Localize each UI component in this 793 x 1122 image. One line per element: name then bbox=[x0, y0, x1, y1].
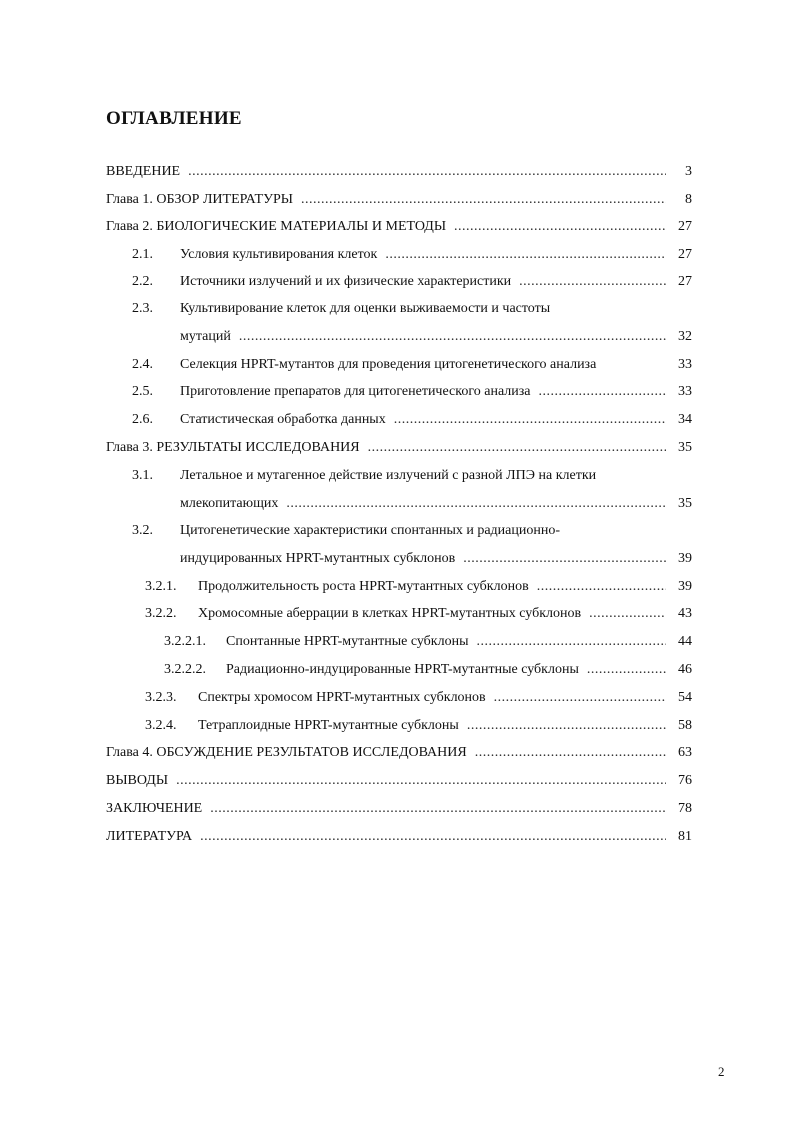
toc-entry-section-3-2-1 bbox=[145, 578, 692, 596]
leader-dots bbox=[188, 163, 666, 181]
toc-entry-label: Летальное и мутагенное действие излучений с разной ЛПЭ на клетки bbox=[180, 468, 597, 483]
leader-dots bbox=[537, 578, 666, 596]
toc-entry-section-2-6 bbox=[132, 411, 692, 429]
toc-entry-label: Продолжительность роста HPRT-мутантных субклонов bbox=[198, 579, 529, 594]
toc-entry-section-3-2-continued bbox=[180, 550, 692, 568]
toc-entry-label: индуцированных HPRT-мутантных субклонов bbox=[180, 551, 456, 566]
toc-entry-label: Глава 1. ОБЗОР ЛИТЕРАТУРЫ bbox=[106, 192, 293, 207]
leader-dots bbox=[210, 800, 666, 818]
toc-entry-page: 81 bbox=[678, 829, 692, 844]
leader-dots bbox=[589, 605, 666, 623]
toc-entry-number: 3.2.4. bbox=[145, 718, 177, 733]
toc-entry-conclusions bbox=[106, 772, 692, 790]
toc-entry-label: Культивирование клеток для оценки выживаемости и частоты bbox=[180, 301, 551, 316]
toc-entry-number: 2.6. bbox=[132, 412, 153, 427]
page-number: 2 bbox=[718, 1064, 725, 1079]
toc-entry-section-2-5 bbox=[132, 383, 692, 401]
leader-dots bbox=[454, 218, 666, 236]
toc-entry-chapter-2 bbox=[106, 218, 692, 236]
toc-entry-section-3-1 bbox=[132, 467, 692, 485]
leader-dots bbox=[477, 633, 667, 651]
leader-dots bbox=[494, 689, 666, 707]
toc-entry-label: мутаций bbox=[180, 329, 231, 344]
toc-entry-number: 3.2.1. bbox=[145, 579, 177, 594]
toc-entry-label: Хромосомные аберрации в клетках HPRT-мутантных субклонов bbox=[198, 606, 582, 621]
toc-entry-chapter-1 bbox=[106, 191, 692, 209]
toc-entry-page: 46 bbox=[678, 662, 692, 677]
toc-entry-page: 58 bbox=[678, 718, 692, 733]
leader-dots bbox=[539, 383, 667, 401]
leader-dots bbox=[176, 772, 666, 790]
leader-dots bbox=[239, 328, 666, 346]
toc-entry-label: Селекция HPRT-мутантов для проведения цитогенетического анализа bbox=[180, 357, 597, 372]
toc-entry-label: Источники излучений и их физические характеристики bbox=[180, 274, 512, 289]
toc-entry-page: 27 bbox=[678, 219, 692, 234]
toc-entry-section-3-2-3 bbox=[145, 689, 692, 707]
toc-entry-introduction bbox=[106, 163, 692, 181]
leader-dots bbox=[467, 717, 666, 735]
toc-entry-number: 2.1. bbox=[132, 247, 153, 262]
leader-dots bbox=[463, 550, 666, 568]
toc-entry-page: 27 bbox=[678, 274, 692, 289]
toc-title: ОГЛАВЛЕНИЕ bbox=[106, 108, 242, 129]
leader-dots bbox=[368, 439, 666, 457]
toc-entry-label: ВЫВОДЫ bbox=[106, 773, 169, 788]
toc-entry-number: 2.2. bbox=[132, 274, 153, 289]
toc-entry-label: Условия культивирования клеток bbox=[180, 247, 378, 262]
toc-entry-label: Глава 2. БИОЛОГИЧЕСКИЕ МАТЕРИАЛЫ И МЕТОДЫ bbox=[106, 219, 447, 234]
leader-dots bbox=[587, 661, 666, 679]
toc-entry-references bbox=[106, 828, 692, 846]
toc-entry-page: 39 bbox=[678, 551, 692, 566]
toc-entry-page: 33 bbox=[678, 384, 692, 399]
toc-entry-label: Тетраплоидные HPRT-мутантные субклоны bbox=[198, 718, 459, 733]
toc-entry-page: 35 bbox=[678, 440, 692, 455]
toc-entry-label: Глава 4. ОБСУЖДЕНИЕ РЕЗУЛЬТАТОВ ИССЛЕДОВАНИЯ bbox=[106, 745, 467, 760]
toc-entry-number: 3.2.2.2. bbox=[164, 662, 206, 677]
leader-dots bbox=[286, 495, 666, 513]
toc-entry-label: Радиационно-индуцированные HPRT-мутантные субклоны bbox=[226, 662, 579, 677]
toc-entry-number: 2.4. bbox=[132, 357, 153, 372]
toc-entry-number: 3.2.3. bbox=[145, 690, 177, 705]
toc-entry-label: Глава 3. РЕЗУЛЬТАТЫ ИССЛЕДОВАНИЯ bbox=[106, 440, 360, 455]
toc-entry-section-3-2 bbox=[132, 522, 692, 540]
toc-entry-page: 33 bbox=[678, 357, 692, 372]
toc-entry-label: ЗАКЛЮЧЕНИЕ bbox=[106, 801, 203, 816]
toc-entry-page: 78 bbox=[678, 801, 692, 816]
toc-entry-section-2-4 bbox=[132, 356, 692, 374]
toc-entry-page: 44 bbox=[678, 634, 692, 649]
toc-entry-label: Спектры хромосом HPRT-мутантных субклонов bbox=[198, 690, 486, 705]
toc-entry-chapter-4 bbox=[106, 744, 692, 762]
toc-entry-section-2-3 bbox=[132, 300, 692, 318]
toc-entry-page: 54 bbox=[678, 690, 692, 705]
toc-entry-summary bbox=[106, 800, 692, 818]
toc-entry-section-3-2-2 bbox=[145, 605, 692, 623]
toc-entry-number: 3.2. bbox=[132, 523, 153, 538]
toc-entry-page: 32 bbox=[678, 329, 692, 344]
toc-entry-page: 43 bbox=[678, 606, 692, 621]
toc-entry-label: ЛИТЕРАТУРА bbox=[106, 829, 193, 844]
toc-entry-label: ВВЕДЕНИЕ bbox=[106, 164, 181, 179]
toc-entry-page: 35 bbox=[678, 496, 692, 511]
leader-dots bbox=[394, 411, 666, 429]
toc-entry-page: 39 bbox=[678, 579, 692, 594]
leader-dots bbox=[385, 246, 666, 264]
toc-entry-page: 3 bbox=[685, 164, 692, 179]
toc-entry-label: Статистическая обработка данных bbox=[180, 412, 386, 427]
toc-entry-chapter-3 bbox=[106, 439, 692, 457]
toc-entry-label: Цитогенетические характеристики спонтанных и радиационно- bbox=[180, 523, 561, 538]
toc-entry-section-2-3-continued bbox=[180, 328, 692, 346]
toc-entry-label: Спонтанные HPRT-мутантные субклоны bbox=[226, 634, 469, 649]
toc-entry-number: 2.3. bbox=[132, 301, 153, 316]
toc-entry-section-2-1 bbox=[132, 246, 692, 264]
leader-dots bbox=[519, 273, 666, 291]
toc-entry-page: 76 bbox=[678, 773, 692, 788]
toc-entry-page: 8 bbox=[685, 192, 692, 207]
toc-entry-number: 3.2.2.1. bbox=[164, 634, 206, 649]
toc-entry-section-3-2-4 bbox=[145, 717, 692, 735]
toc-entry-section-3-2-2-2 bbox=[164, 661, 692, 679]
toc-entry-label: Приготовление препаратов для цитогенетического анализа bbox=[180, 384, 531, 399]
toc-entry-number: 3.1. bbox=[132, 468, 153, 483]
toc-entry-label: млекопитающих bbox=[180, 496, 279, 511]
toc-entry-page: 63 bbox=[678, 745, 692, 760]
leader-dots bbox=[301, 191, 666, 209]
toc-entry-section-3-1-continued bbox=[180, 495, 692, 513]
leader-dots bbox=[200, 828, 666, 846]
toc-entry-page: 34 bbox=[678, 412, 692, 427]
leader-dots bbox=[475, 744, 666, 762]
toc-entry-section-2-2 bbox=[132, 273, 692, 291]
toc-entry-page: 27 bbox=[678, 247, 692, 262]
toc-entry-section-3-2-2-1 bbox=[164, 633, 692, 651]
toc-entry-number: 2.5. bbox=[132, 384, 153, 399]
toc-entry-number: 3.2.2. bbox=[145, 606, 177, 621]
